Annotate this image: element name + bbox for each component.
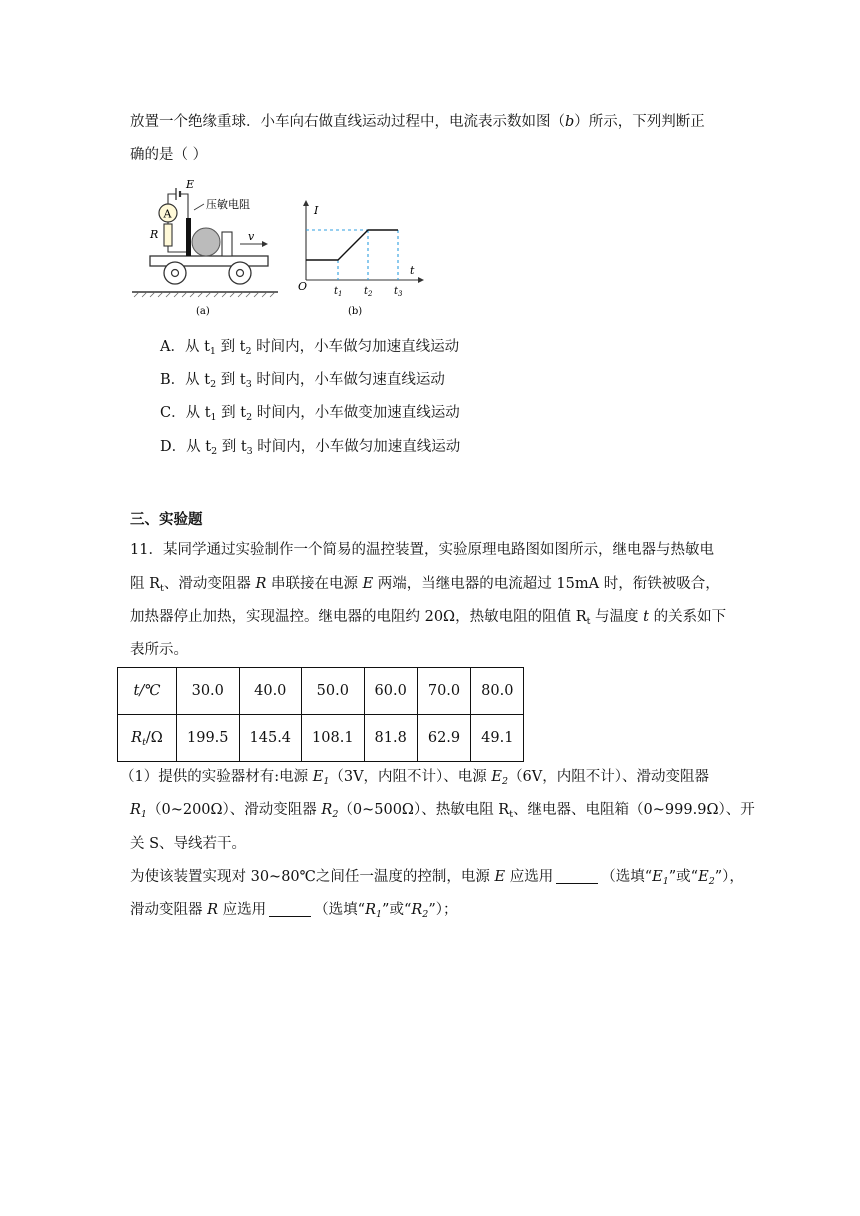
q10-text-line-2: 确的是（ ） [130, 147, 208, 163]
graph-x-label: t [410, 264, 415, 277]
option-d[interactable]: D．从 $t_2$ 到 $t_3$ 时间内，小车做匀加速直线运动 [160, 439, 461, 457]
table-cell: 30.0 [177, 668, 240, 715]
current-curve [306, 230, 398, 260]
q10-figure [128, 180, 428, 320]
option-b[interactable]: B．从 $t_2$ 到 $t_3$ 时间内，小车做匀速直线运动 [160, 372, 445, 390]
table-cell: 50.0 [302, 668, 365, 715]
table-header-resistance: $R_t/\Omega$ [118, 715, 177, 762]
q11-line-2: 阻 $R_t$、滑动变阻器 R 串联接在电源 E 两端，当继电器的电流超过 15mA 时，衔铁被吸合， [130, 576, 720, 594]
answer-blank-power-source[interactable] [556, 867, 598, 884]
q11-line-4: 表所示。 [130, 642, 188, 658]
q11-part1-line-5: 滑动变阻器 R 应选用 （选填“$R_1$”或“$R_2$”）； [130, 902, 458, 920]
resistor-symbol [164, 224, 172, 246]
tick-t3: $t_3$ [394, 286, 403, 298]
table-cell: 62.9 [417, 715, 470, 762]
table-cell: 108.1 [302, 715, 365, 762]
resistor-label: R [150, 228, 159, 241]
q11-line-3: 加热器停止加热，实现温控。继电器的电阻约 20Ω，热敏电阻的阻值 $R_t$ 与温度 t 的关系如下 [130, 609, 727, 627]
q10-text-line-1: 放置一个绝缘重球．小车向右做直线运动过程中，电流表示数如图（b）所示，下列判断正 [130, 114, 705, 130]
pressure-sensor [186, 218, 191, 256]
table-cell: 81.8 [364, 715, 417, 762]
ammeter-label: A [163, 207, 172, 221]
tick-t2: $t_2$ [364, 286, 373, 298]
table-row [118, 668, 524, 715]
table-cell: 40.0 [239, 668, 302, 715]
graph-origin: O [298, 280, 308, 293]
table-cell: 70.0 [417, 668, 470, 715]
answer-blank-rheostat[interactable] [269, 900, 311, 917]
option-c[interactable]: C．从 $t_1$ 到 $t_2$ 时间内，小车做变加速直线运动 [160, 405, 460, 423]
q11-part1-line-1: （1）提供的实验器材有:电源 $E_1(3V$，内阻不计）、电源 $E_2(6V$，内阻不计）、滑动变阻器 [120, 769, 710, 787]
q11-line-1: 11．某同学通过实验制作一个简易的温控装置，实验原理电路图如图所示，继电器与热敏电 [130, 542, 714, 558]
figure-a-caption: (a) [196, 306, 210, 317]
q11-part1-line-4: 为使该装置实现对 30~80℃之间任一温度的控制，电源 E 应选用 （选填“$E_1$”或“$E_2$”）， [130, 869, 744, 887]
section-heading: 三、实验题 [130, 512, 203, 528]
sensor-label: 压敏电阻 [206, 198, 250, 211]
table-row [118, 715, 524, 762]
table-header-temp: t/℃ [118, 668, 177, 715]
insulated-ball [192, 228, 220, 256]
velocity-label: v [248, 230, 255, 243]
graph-y-label: I [314, 204, 319, 217]
battery-label: E [186, 180, 195, 191]
table-cell: 199.5 [177, 715, 240, 762]
resistance-temperature-table [117, 667, 524, 762]
table-cell: 60.0 [364, 668, 417, 715]
figure-b-caption: (b) [348, 306, 363, 317]
table-cell: 145.4 [239, 715, 302, 762]
table-cell: 80.0 [471, 668, 524, 715]
q11-part1-line-3: 关 S、导线若干。 [130, 836, 247, 852]
tick-t1: $t_1$ [334, 286, 343, 298]
table-cell: 49.1 [471, 715, 524, 762]
q11-part1-line-2: $R_1(0\sim 200\Omega)$、滑动变阻器 $R_2(0\sim 500\Omega)$、热敏电阻 $R_t$、继电器、电阻箱（0~999.9Ω）、开 [130, 802, 755, 820]
option-a[interactable]: A．从 $t_1$ 到 $t_2$ 时间内，小车做匀加速直线运动 [160, 339, 460, 357]
